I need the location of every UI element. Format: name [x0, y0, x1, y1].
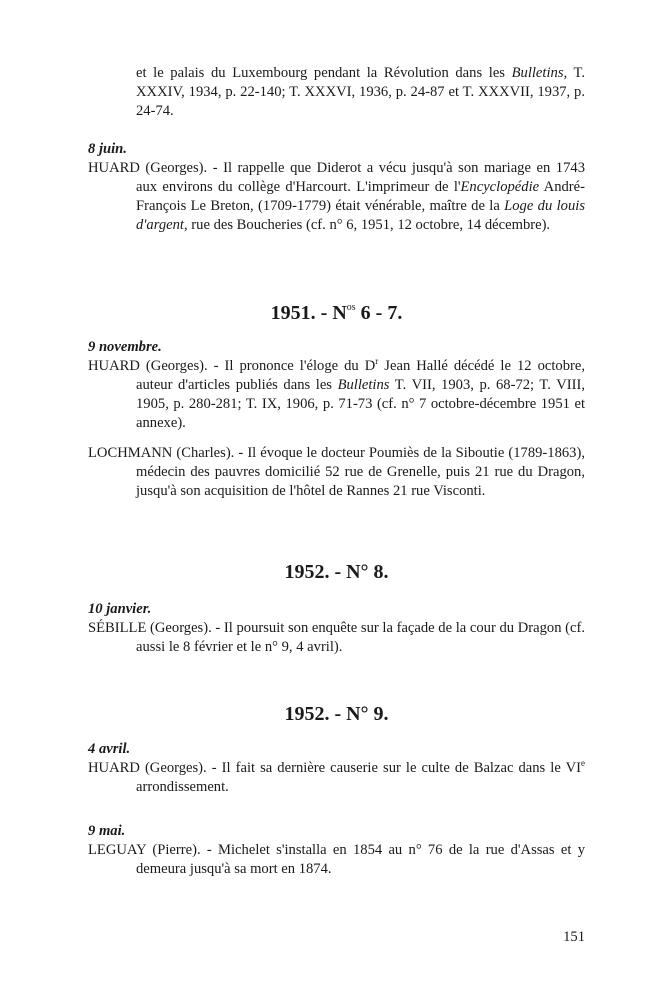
text-run: T. VII, 1903, p. 68-72; T. VIII, 1905, p. 280-281; T. IX, 1906, p. 71-73 (cf. n° 7 octobre-décembre 1951 et annexe).	[136, 377, 585, 431]
entry-date: 4 avril.	[88, 741, 131, 757]
superscript: e	[581, 758, 585, 768]
page-number: 151	[563, 929, 585, 945]
text-run: HUARD (Georges). - Il prononce l'éloge du D	[88, 358, 376, 374]
entry-4-avril	[88, 740, 585, 797]
text-run: et le palais du Luxembourg pendant la Révolution dans les	[136, 65, 512, 81]
text-run: HUARD (Georges). - Il rappelle que Diderot a vécu jusqu'à son mariage en 1743 aux environs du collège d'Harcourt. L'imprimeur de l'	[88, 160, 585, 195]
superscript: r	[375, 356, 379, 366]
entry-9-novembre	[88, 338, 585, 433]
text-run: HUARD (Georges). - Il fait sa dernière causerie sur le culte de Balzac dans le VI	[88, 760, 581, 776]
intro-entry	[88, 64, 585, 121]
text-run: T. XXXIV, 1934, p. 22-140; T. XXXVI, 1936, p. 24-87 et T. XXXVII, 1937, p. 24-74.	[136, 65, 585, 119]
text-run: André-François Le Breton, (1709-1779) était vénérable, maître de la	[136, 179, 585, 214]
section-heading-1952-no9: 1952. - N° 9.	[284, 703, 389, 725]
entry-date: 10 janvier.	[88, 601, 152, 617]
text-run: Jean Hallé décédé le 12 octobre, auteur d'articles publiés dans les	[136, 358, 585, 393]
entry-date: 9 mai.	[88, 823, 126, 839]
entry-date: 9 novembre.	[88, 339, 162, 355]
italic-title: Bulletins	[337, 377, 390, 393]
entry-date: 8 juin.	[88, 141, 127, 157]
entry-paragraph	[88, 159, 585, 235]
heading-text: 1951. - N	[270, 302, 347, 324]
entry-paragraph	[88, 357, 585, 433]
italic-title: Bulletins,	[511, 65, 568, 81]
entry-8-juin	[88, 140, 585, 235]
entry-paragraph: LOCHMANN (Charles). - Il évoque le docteur Poumiès de la Siboutie (1789-1863), médecin des pauvres domicilié 52 rue de Grenelle, puis 21 rue du Dragon, jusqu'à son acquisition de l'hôtel de Rannes 21 rue Visconti.	[88, 445, 585, 499]
entry-paragraph: SÉBILLE (Georges). - Il poursuit son enquête sur la façade de la cour du Dragon (cf. aussi le 8 février et le n° 9, 4 avril).	[88, 620, 585, 655]
text-run: arrondissement.	[136, 779, 229, 795]
italic-title: Encyclopédie	[460, 179, 540, 195]
entry-paragraph	[88, 759, 585, 797]
entry-9-mai	[88, 822, 585, 879]
heading-superscript: os	[346, 302, 356, 313]
entry-lochmann	[88, 444, 585, 501]
heading-text: 6 - 7.	[355, 302, 403, 324]
text-run: , rue des Boucheries (cf. n° 6, 1951, 12 octobre, 14 décembre).	[183, 217, 551, 233]
entry-paragraph: LEGUAY (Pierre). - Michelet s'installa en 1854 au n° 76 de la rue d'Assas et y demeura jusqu'à sa mort en 1874.	[88, 842, 585, 877]
entry-10-janvier	[88, 600, 585, 657]
intro-paragraph	[88, 64, 585, 121]
italic-title: Loge du louis d'argent	[136, 198, 585, 233]
section-heading-1951	[88, 296, 585, 325]
section-heading-1952-no8: 1952. - N° 8.	[284, 561, 389, 583]
